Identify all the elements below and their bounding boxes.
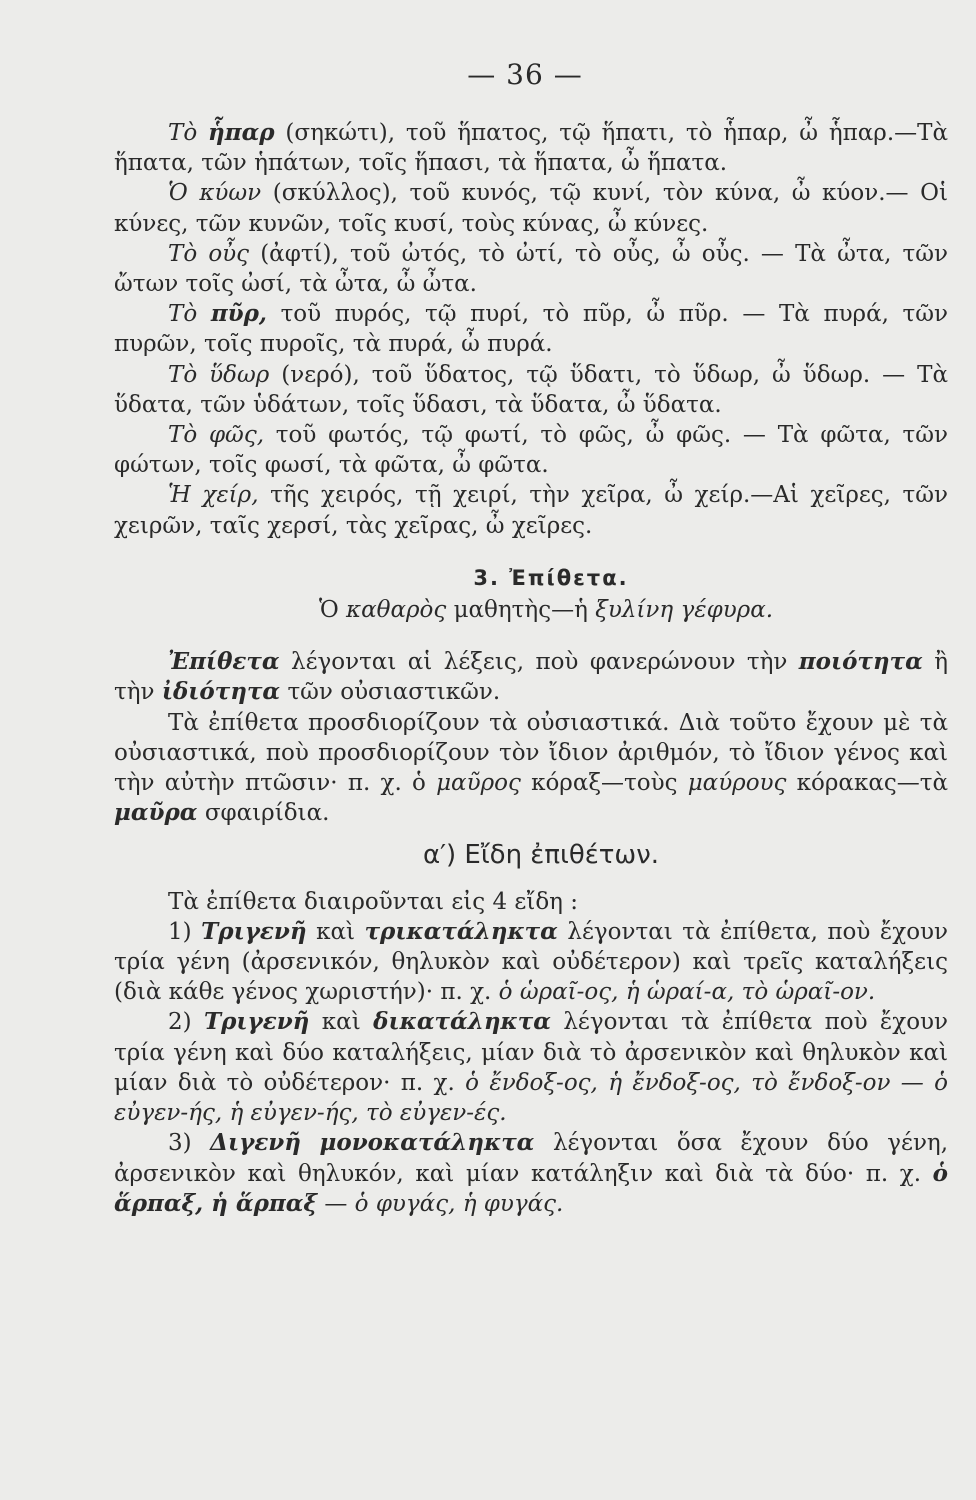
term-monokatalikta: μονοκατάληκτα <box>319 1129 535 1157</box>
term-property: ἰδιότητα <box>161 678 281 706</box>
noun-headword: Ὁ κύων <box>168 180 262 207</box>
section-title: 3. Ἐπίθετα. <box>473 565 629 590</box>
paragraph-noun-dog <box>114 178 948 238</box>
noun-declension: (σκύλλος), τοῦ κυνός, τῷ κυνί, τὸν κύνα, ὦ κύον.— Οἱ κύνες, τῶν κυνῶν, τοῖς κυσί, τοὺς κύνας, ὦ κύνες. <box>114 180 948 237</box>
noun-headword: πῦρ, <box>210 300 267 328</box>
example-adjective: ξυλίνη <box>595 597 674 624</box>
noun-headword: Τὸ φῶς, <box>168 422 265 449</box>
paragraph-kind-3: 3) Διγενῆ μονοκατάληκτα λέγονται ὅσα ἔχουν δύο γένη, ἀρσενικὸν καὶ θηλυκόν, καὶ μίαν κατάληξιν καὶ διὰ τὰ δύο· π. χ. ὁ ἅρπαξ, ἡ ἅρπαξ — ὁ φυγάς, ἡ φυγάς. <box>114 1129 949 1217</box>
noun-headword: ἧπαρ <box>208 119 275 146</box>
noun-headword: Ἡ χείρ, <box>168 482 259 509</box>
term-quality: ποιότητα <box>798 648 923 676</box>
paragraph-noun-fire <box>114 299 948 359</box>
paragraph-noun-ear <box>114 239 948 299</box>
example-adjective: καθαρὸς <box>346 597 447 624</box>
paragraph-kind-2: 2) Τριγενῆ καὶ δικατάληκτα λέγονται τὰ ἐπίθετα ποὺ ἔχουν τρία γένη καὶ δύο καταλήξεις, μίαν διὰ τὸ ἀρσενικὸν καὶ θηλυκὸν καὶ μίαν διὰ τὸ οὐδέτερον· π. χ. ὁ ἔνδοξ-ος, ἡ ἔνδοξ-ος, τὸ ἔνδοξ-ον — ὁ εὐγεν-ής, ἡ εὐγεν-ής, τὸ εὐγεν-ές. <box>114 1008 949 1127</box>
term-adjectives: Ἐπίθετα <box>168 648 280 676</box>
kind-3-example-a: ὁ ἅρπαξ, ἡ ἅρπαξ <box>114 1159 948 1217</box>
section-example: Ὁ καθαρὸς μαθητὴς—ἡ ξυλίνη γέφυρα. <box>318 597 774 624</box>
paragraph-agreement: Τὰ ἐπίθετα προσδιορίζουν τὰ οὐσιαστικά. Διὰ τοῦτο ἔχουν μὲ τὰ οὐσιαστικά, ποὺ προσδιορίζουν τὸν ἴδιον ἀριθμόν, τὸ ἴδιον γένος καὶ τὴν αὐτὴν πτῶσιν· π. χ. ὁ μαῦρος κόραξ—τοὺς μαύρους κόρακας—τὰ μαῦρα σφαιρίδια. <box>114 709 948 827</box>
noun-declension: τῆς χειρός, τῇ χειρί, τὴν χεῖρα, ὦ χείρ.—Αἱ χεῖρες, τῶν χειρῶν, ταῖς χερσί, τὰς χεῖρας, ὦ χεῖρες. <box>114 482 949 539</box>
noun-headword: Τὸ ὕδωρ <box>168 361 270 388</box>
paragraph-noun-hand <box>114 480 948 540</box>
paragraph-noun-water <box>114 360 948 420</box>
paragraph-kinds-intro: Τὰ ἐπίθετα διαιροῦνται εἰς 4 εἴδη : <box>168 888 579 915</box>
noun-article: Τὸ <box>168 120 198 146</box>
kind-3-example-b: ὁ φυγάς, ἡ φυγάς. <box>354 1190 564 1217</box>
subsection-title: α′) Εἴδη ἐπιθέτων. <box>422 840 659 871</box>
term-trikatalikta: τρικατάληκτα <box>364 917 558 945</box>
noun-headword: Τὸ οὖς <box>168 240 250 267</box>
kind-2-example: ὁ ἔνδοξ-ος, ἡ ἔνδοξ-ος, τὸ ἔνδοξ-ον — ὁ εὐγεν-ής, ἡ εὐγεν-ής, τὸ εὐγεν-ές. <box>114 1069 948 1127</box>
noun-article: Τὸ <box>168 301 198 328</box>
term-digeni: Διγενῆ <box>210 1129 301 1157</box>
noun-declension: τοῦ πυρός, τῷ πυρί, τὸ πῦρ, ὦ πῦρ. — Τὰ πυρά, τῶν πυρῶν, τοῖς πυροῖς, τὰ πυρά, ὦ πυρά. <box>114 301 949 358</box>
term-trigeni: Τριγενῆ <box>201 917 307 945</box>
page-body <box>114 118 948 1219</box>
paragraph-noun-light <box>114 420 948 480</box>
noun-declension: (σηκώτι), τοῦ ἥπατος, τῷ ἥπατι, τὸ ἧπαρ, ὦ ἧπαρ.—Τὰ ἥπατα, τῶν ἡπάτων, τοῖς ἥπασι, τὰ ἥπατα, ὦ ἥπατα. <box>114 120 949 177</box>
noun-declension: τοῦ φωτός, τῷ φωτί, τὸ φῶς, ὦ φῶς. — Τὰ φῶτα, τῶν φώτων, τοῖς φωσί, τὰ φῶτα, ὦ φῶτα. <box>114 422 948 479</box>
term-dikatalikta: δικατάληκτα <box>373 1008 551 1036</box>
paragraph-definition: Ἐπίθετα λέγονται αἱ λέξεις, ποὺ φανερώνουν τὴν ποιότητα ἢ τὴν ἰδιότητα τῶν οὐσιαστικῶν. <box>114 648 949 706</box>
paragraph-kind-1: 1) Τριγενῆ καὶ τρικατάληκτα λέγονται τὰ ἐπίθετα, ποὺ ἔχουν τρία γένη (ἀρσενικόν, θηλυκὸν καὶ οὐδέτερον) καὶ τρεῖς καταλήξεις (διὰ κάθε γένος χωριστήν)· π. χ. ὁ ὡραῖ-ος, ἡ ὡραί-α, τὸ ὡραῖ-ον. <box>114 917 949 1006</box>
noun-declension: (νερό), τοῦ ὕδατος, τῷ ὕδατι, τὸ ὕδωρ, ὦ ὕδωρ. — Τὰ ὕδατα, τῶν ὑδάτων, τοῖς ὕδασι, τὰ ὕδατα, ὦ ὕδατα. <box>114 361 948 418</box>
paragraph-noun-liver <box>114 118 948 178</box>
noun-declension: (ἀφτί), τοῦ ὠτός, τὸ ὠτί, τὸ οὖς, ὦ οὖς. — Τὰ ὦτα, τῶν ὤτων τοῖς ὠσί, τὰ ὦτα, ὦ ὦτα. <box>114 240 949 298</box>
term-trigeni: Τριγενῆ <box>204 1008 310 1036</box>
page-number: — 36 — <box>467 58 583 91</box>
kind-1-example: ὁ ὡραῖ-ος, ἡ ὡραί-α, τὸ ὡραῖ-ον. <box>498 979 876 1006</box>
